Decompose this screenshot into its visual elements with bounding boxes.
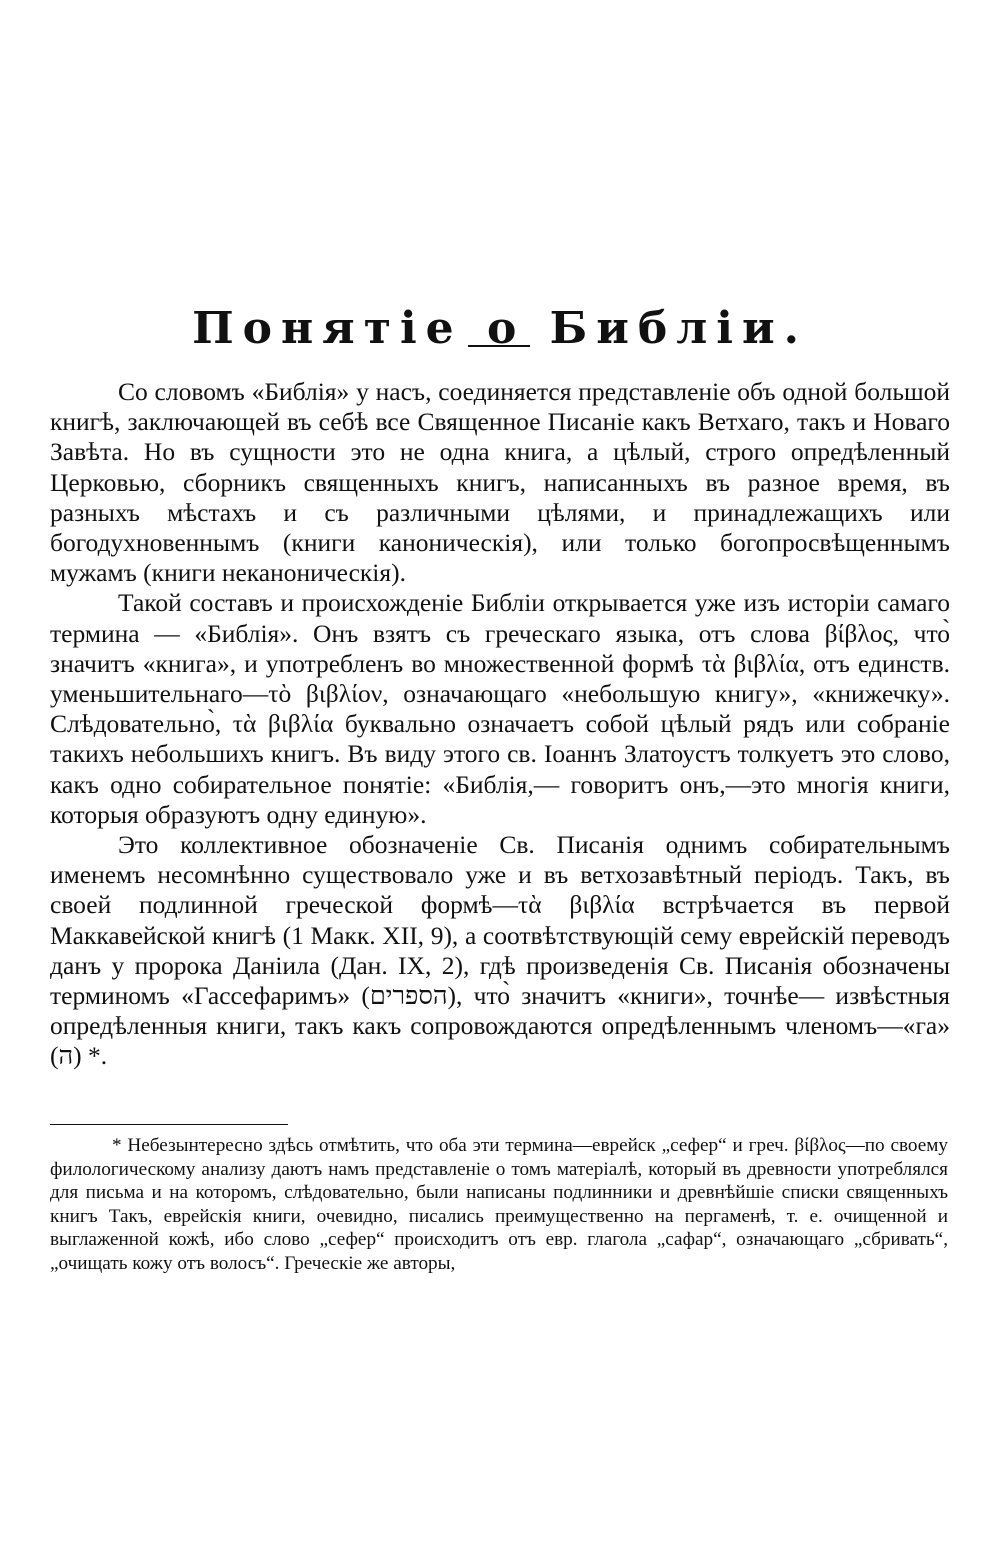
title-divider	[468, 345, 530, 347]
paragraph-2: Такой составъ и происхожденіе Библіи открывается уже изъ исторіи самаго термина — «Библія». Онъ взятъ съ греческаго языка, отъ слова βίβλος, что̀ значитъ «книга», и употребленъ во множественной формѣ τὰ βιβλία, отъ единств. уменьшительнаго—τὸ βιβλίον, означающаго «небольшую книгу», «книжечку». Слѣдовательно̀, τὰ βιβλία буквально означаетъ собой цѣлый рядъ или собраніе такихъ небольшихъ книгъ. Въ виду этого св. Іоаннъ Златоустъ толкуетъ это слово, какъ одно собирательное понятіе: «Библія,— говоритъ онъ,—это многія книги, которыя образуютъ одну единую».	[50, 588, 950, 829]
footnote: * Небезынтересно здѣсь отмѣтить, что оба эти термина—еврейск „сефер“ и греч. βίβλος—по своему филологическому анализу даютъ намъ представленіе о томъ матеріалѣ, который въ древности употреблялся для письма и на которомъ, слѣдовательно, были написаны подлинники и древнѣйшіе списки священныхъ книгъ Такъ, еврейскія книги, очевидно, писались преимущественно на пергаменѣ, т. е. очищенной и выглаженной кожѣ, ибо слово „сефер“ происходитъ отъ евр. глагола „сафар“, означающаго „сбривать“, „очищать кожу отъ волосъ“. Греческіе же авторы,	[50, 1135, 948, 1274]
footnote-divider	[50, 1124, 288, 1125]
paragraph-3: Это коллективное обозначеніе Св. Писанія однимъ собирательнымъ именемъ несомнѣнно существовало уже и въ ветхозавѣтный періодъ. Такъ, въ своей подлинной греческой формѣ—τὰ βιβλία встрѣчается въ первой Маккавейской книгѣ (1 Макк. XII, 9), а соотвѣтствующій сему еврейскій переводъ данъ у пророка Даніила (Дан. IX, 2), гдѣ произведенія Св. Писанія обозначены терминомъ «Гассефаримъ» (הספרים), что̀ значитъ «книги», точнѣе— извѣстныя опредѣленныя книги, такъ какъ сопровождаются опредѣленнымъ членомъ—«га» (ה) *.	[50, 830, 950, 1071]
page-title: Понятіе о Библіи.	[192, 303, 808, 355]
main-text	[50, 377, 950, 1072]
paragraph-1: Со словомъ «Библія» у насъ, соединяется представленіе объ одной большой книгѣ, заключающей въ себѣ все Священное Писаніе какъ Ветхаго, такъ и Новаго Завѣта. Но въ сущности это не одна книга, а цѣлый, строго опредѣленный Церковью, сборникъ священныхъ книгъ, написанныхъ въ разное время, въ разныхъ мѣстахъ и съ различными цѣлями, и принадлежащихъ или богодухновеннымъ (книги каноническія), или только богопросвѣщеннымъ мужамъ (книги неканоническія).	[50, 377, 950, 588]
